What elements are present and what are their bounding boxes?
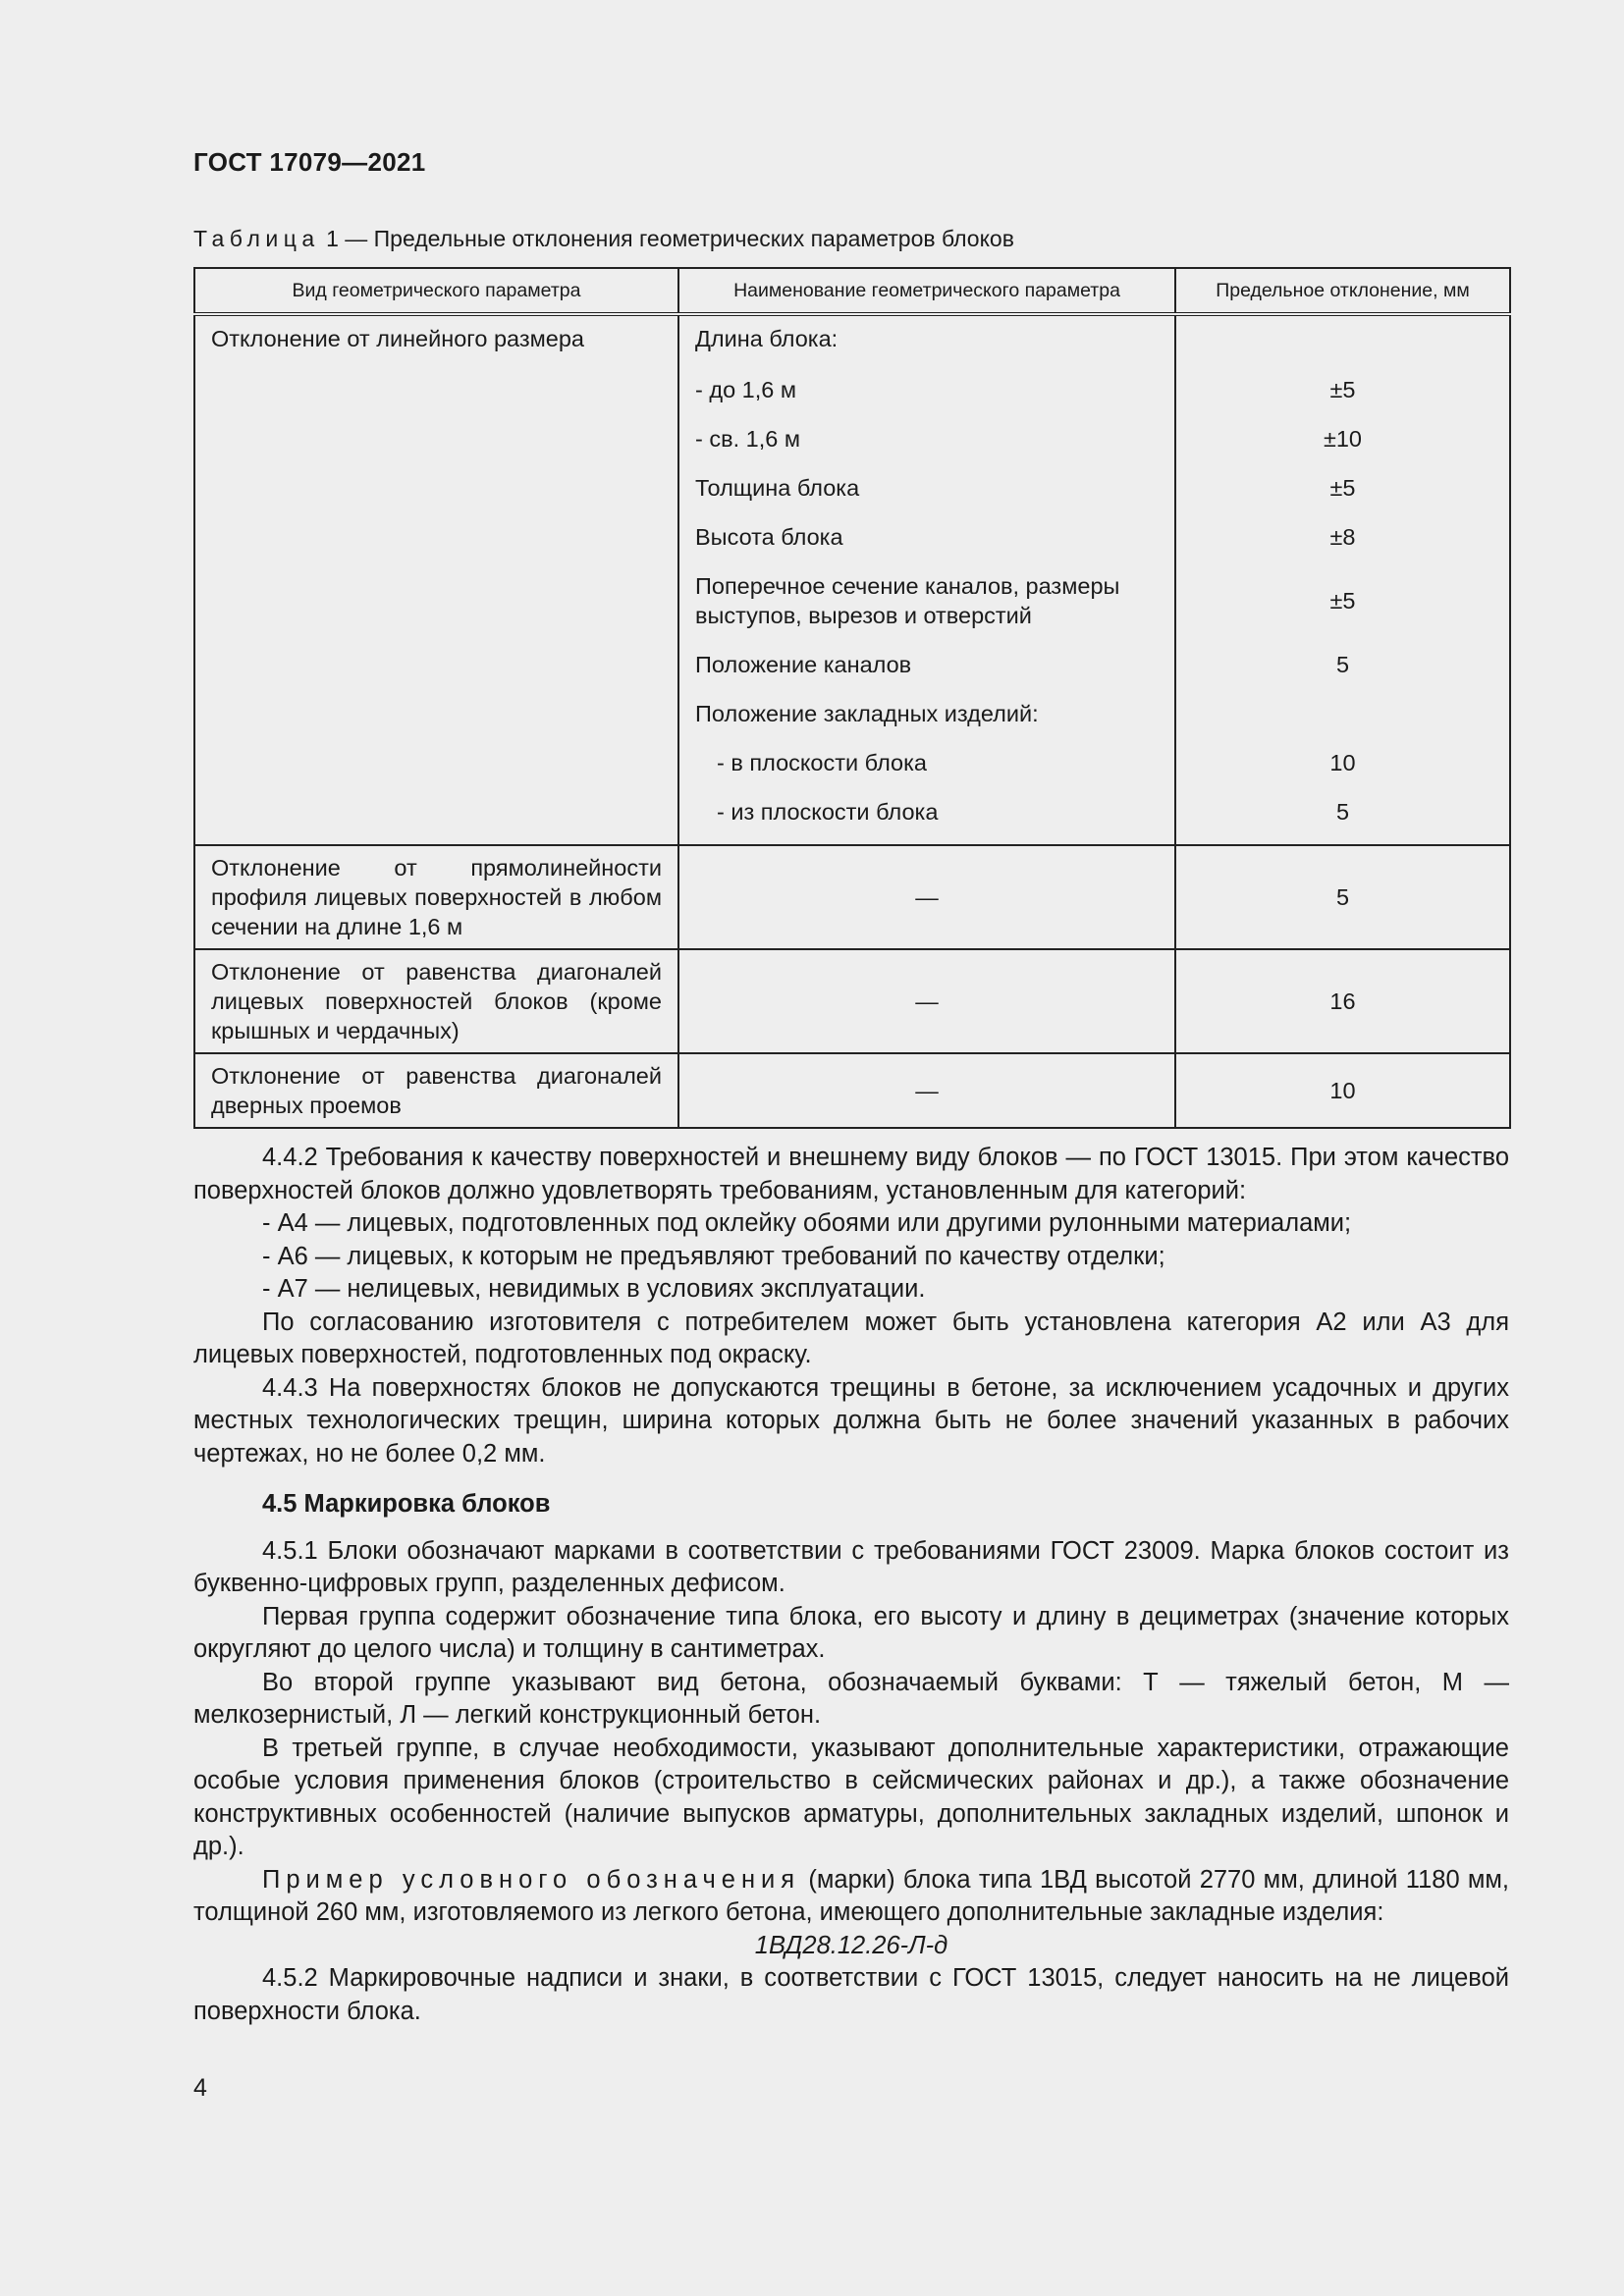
param-value: ±8 (1329, 524, 1356, 550)
param-value-cell (1175, 1053, 1510, 1128)
param-name: - из плоскости блока (717, 799, 939, 825)
column-header-name: Наименование геометрического параметра (678, 268, 1175, 314)
param-value: ±5 (1329, 588, 1356, 614)
param-kind-text: Отклонение от линейного размера (211, 326, 584, 351)
document-header: ГОСТ 17079—2021 (193, 147, 426, 177)
paragraph-first-group: Первая группа содержит обозначение типа блока, его высоту и длину в дециметрах (значение которых округляют до целого числа) и толщину в сантиметрах. (193, 1602, 1509, 1663)
param-name: — (915, 1078, 939, 1103)
param-name: Толщина блока (695, 475, 860, 501)
page-number: 4 (193, 2074, 207, 2102)
param-value-cell (1175, 845, 1510, 949)
column-header-kind: Вид геометрического параметра (194, 268, 678, 314)
param-name: - в плоскости блока (717, 750, 927, 775)
param-kind-cell (194, 949, 678, 1053)
param-value: ±10 (1323, 426, 1363, 452)
param-name: Положение каналов (695, 652, 912, 677)
param-value: 10 (1329, 1078, 1356, 1103)
param-kind-cell (194, 845, 678, 949)
paragraph-third-group: В третьей группе, в случае необходимости, указывают дополнительные характеристики, отражающие особые условия применения блоков (строительство в сейсмических районах и др.), а также обозначение конструктивных особенностей (наличие выпусков арматуры, дополнительных закладных изделий, шпонок и др.). (193, 1734, 1509, 1860)
param-value: 16 (1329, 988, 1356, 1014)
param-name-cell (678, 845, 1175, 949)
table-caption-label: Таблица (193, 226, 320, 251)
param-kind-text: Отклонение от равенства диагоналей дверных проемов (211, 1063, 662, 1118)
param-name: — (915, 884, 939, 910)
param-value: 5 (1335, 884, 1350, 910)
param-name: Положение закладных изделий: (695, 701, 1039, 726)
paragraph-4-5-2: 4.5.2 Маркировочные надписи и знаки, в соответствии с ГОСТ 13015, следует наносить на не лицевой поверхности блока. (193, 1964, 1509, 2025)
param-name: Высота блока (695, 524, 843, 550)
param-name: Длина блока: (695, 326, 839, 351)
table-caption-text: 1 — Предельные отклонения геометрических параметров блоков (326, 226, 1014, 251)
example-label: Пример условного обозначения (262, 1865, 801, 1894)
param-value-cell (1175, 314, 1510, 845)
table-row (194, 845, 1510, 949)
param-name-cell (678, 1053, 1175, 1128)
param-name-cell (678, 314, 1175, 845)
section-heading-4-5: 4.5 Маркировка блоков (262, 1490, 551, 1518)
list-item: - А6 — лицевых, к которым не предъявляют требований по качеству отделки; (262, 1242, 1165, 1270)
table-row (194, 949, 1510, 1053)
param-name: Поперечное сечение каналов, размеры выступов, вырезов и отверстий (695, 573, 1120, 628)
deviation-table (193, 267, 1511, 1129)
paragraph-4-4-2: 4.4.2 Требования к качеству поверхностей и внешнему виду блоков — по ГОСТ 13015. При этом качество поверхностей блоков должно удовлетворять требованиям, установленным для категорий: (193, 1144, 1509, 1204)
param-name: — (915, 988, 939, 1014)
param-value: ±5 (1329, 377, 1356, 402)
paragraph-second-group: Во второй группе указывают вид бетона, обозначаемый буквами: Т — тяжелый бетон, М — мелкозернистый, Л — легкий конструкционный бетон. (193, 1668, 1509, 1729)
table-header-row (194, 268, 1510, 314)
param-value: 5 (1335, 652, 1350, 677)
paragraph-4-5-1: 4.5.1 Блоки обозначают марками в соответствии с требованиями ГОСТ 23009. Марка блоков состоит из буквенно-цифровых групп, разделенных дефисом. (193, 1536, 1509, 1597)
param-value (1176, 316, 1509, 365)
list-item: - А4 — лицевых, подготовленных под оклейку обоями или другими рулонными материалами; (262, 1209, 1352, 1237)
table-caption (193, 226, 1014, 252)
param-kind-cell (194, 314, 678, 845)
table-row (194, 314, 1510, 845)
param-kind-cell (194, 1053, 678, 1128)
table-row (194, 1053, 1510, 1128)
paragraph-example (193, 1864, 1509, 1930)
param-value: 10 (1329, 750, 1356, 775)
param-name: - до 1,6 м (695, 377, 797, 402)
param-name-cell (678, 949, 1175, 1053)
param-kind-text: Отклонение от прямолинейности профиля лицевых поверхностей в любом сечении на длине 1,6 м (211, 855, 662, 939)
paragraph-agreement: По согласованию изготовителя с потребителем может быть установлена категория А2 или А3 для лицевых поверхностей, подготовленных под окраску. (193, 1308, 1509, 1368)
param-value-cell (1175, 949, 1510, 1053)
param-value: 5 (1335, 799, 1350, 825)
marking-formula: 1ВД28.12.26-Л-д (754, 1931, 948, 1959)
body-text (193, 1142, 1509, 2028)
example-text: (марки) блока типа 1ВД высотой 2770 мм, длиной 1180 мм, толщиной 260 мм, изготовляемого из легкого бетона, имеющего дополнительные закладные изделия: (193, 1865, 1510, 1926)
param-value: ±5 (1329, 475, 1356, 501)
column-header-value: Предельное отклонение, мм (1175, 268, 1510, 314)
param-value (1176, 689, 1509, 738)
list-item: - А7 — нелицевых, невидимых в условиях эксплуатации. (262, 1275, 926, 1303)
param-name: - св. 1,6 м (695, 426, 801, 452)
paragraph-4-4-3: 4.4.3 На поверхностях блоков не допускаются трещины в бетоне, за исключением усадочных и других местных технологических трещин, ширина которых должна быть не более значений указанных в рабочих чертежах, но не более 0,2 мм. (193, 1373, 1509, 1468)
param-kind-text: Отклонение от равенства диагоналей лицевых поверхностей блоков (кроме крышных и чердачных) (211, 959, 662, 1043)
